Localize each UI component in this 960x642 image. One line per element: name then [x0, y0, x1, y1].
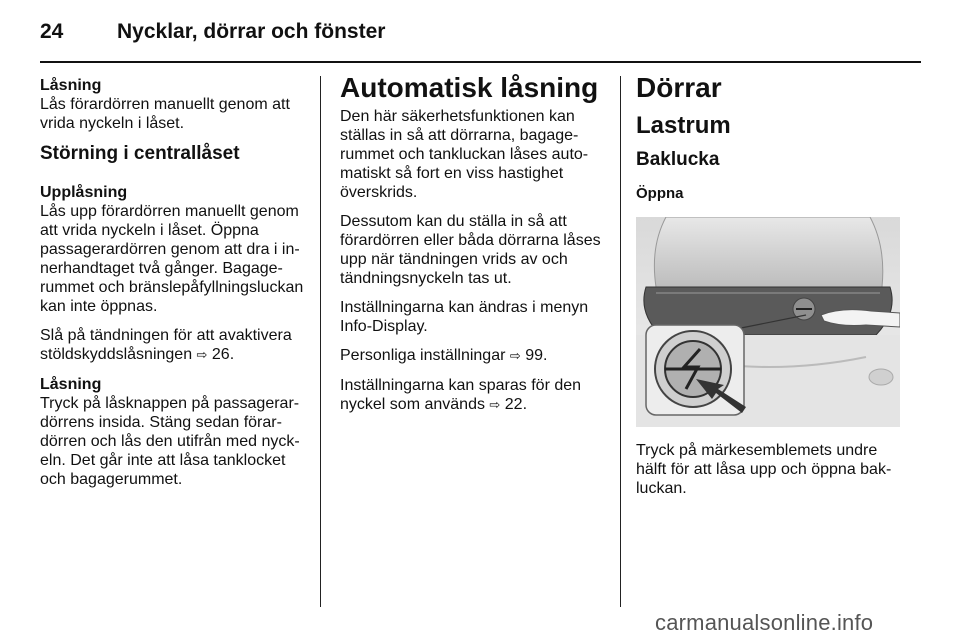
- auto-paragraph-4: [340, 346, 602, 366]
- lasning2-heading: Låsning: [40, 376, 102, 393]
- auto-paragraph-3: Inställningarna kan ändras i menyn Info-Display.: [340, 299, 589, 335]
- sla-text: Slå på tändningen för att avaktivera stöldskyddslåsningen: [40, 327, 292, 363]
- section-title-dorrar: Dörrar: [636, 72, 722, 103]
- column-2: [340, 72, 602, 425]
- personliga-text: Personliga inställningar: [340, 347, 506, 364]
- column-divider-2: [620, 76, 621, 607]
- header-rule: [40, 61, 921, 63]
- storning-heading: Störning i centrallåset: [40, 143, 240, 164]
- tailgate-emblem-illustration: [636, 217, 900, 427]
- baklucka-heading: Baklucka: [636, 149, 720, 170]
- ref-arrow-icon: ⇨: [489, 398, 501, 413]
- sla-paragraph: [40, 326, 304, 365]
- page-header: [40, 18, 920, 56]
- upplasning-heading: Upplåsning: [40, 184, 128, 201]
- column-divider-1: [320, 76, 321, 607]
- lastrum-heading: Lastrum: [636, 112, 731, 139]
- lasning2-text: Tryck på låsknappen på passagerardörrens insida. Stäng sedan förardörren och lås den utifrån med nyckeln. Det går inte att låsa tanklocket och bagagerummet.: [40, 395, 300, 488]
- figure-caption: Tryck på märkesemblemets undre hälft för att låsa upp och öppna bakluckan.: [636, 442, 892, 497]
- sla-ref[interactable]: 26.: [211, 346, 235, 363]
- upplasning-text: Lås upp förardörren manuellt genom att vrida nyckeln i låset. Öppna passagerardörren genom att dra i innerhandtaget två gånger. Bagagerummet och bränslepåfyllningsluckan kan inte öppnas.: [40, 203, 304, 315]
- page-title: Nycklar, dörrar och fönster: [117, 20, 386, 43]
- page-number: 24: [40, 20, 64, 43]
- lasning-heading: Låsning: [40, 77, 102, 94]
- ref-arrow-icon: ⇨: [509, 349, 521, 364]
- section-title-automatisk-lasning: Automatisk låsning: [340, 72, 599, 103]
- watermark: carmanualsonline.info: [655, 610, 874, 635]
- auto-paragraph-1: Den här säkerhetsfunktionen kan ställas in så att dörrarna, bagagerummet och tankluckan låses automatiskt så fort en viss hastighet överskrids.: [340, 108, 589, 201]
- auto-paragraph-5: [340, 376, 602, 415]
- personliga-ref[interactable]: 99.: [525, 347, 548, 364]
- column-1: [40, 76, 304, 499]
- spara-text: Inställningarna kan sparas för den nyckel som används: [340, 377, 582, 413]
- auto-paragraph-2: Dessutom kan du ställa in så att förardörren eller båda dörrarna låses upp när tändningen vrids av och tändningsnyckeln tas ut.: [340, 213, 601, 287]
- spara-ref[interactable]: 22.: [504, 396, 528, 413]
- column-3: [636, 72, 902, 508]
- oppna-heading: Öppna: [636, 185, 684, 202]
- ref-arrow-icon: ⇨: [196, 348, 208, 363]
- lasning-text: Lås förardörren manuellt genom att vrida nyckeln i låset.: [40, 96, 290, 132]
